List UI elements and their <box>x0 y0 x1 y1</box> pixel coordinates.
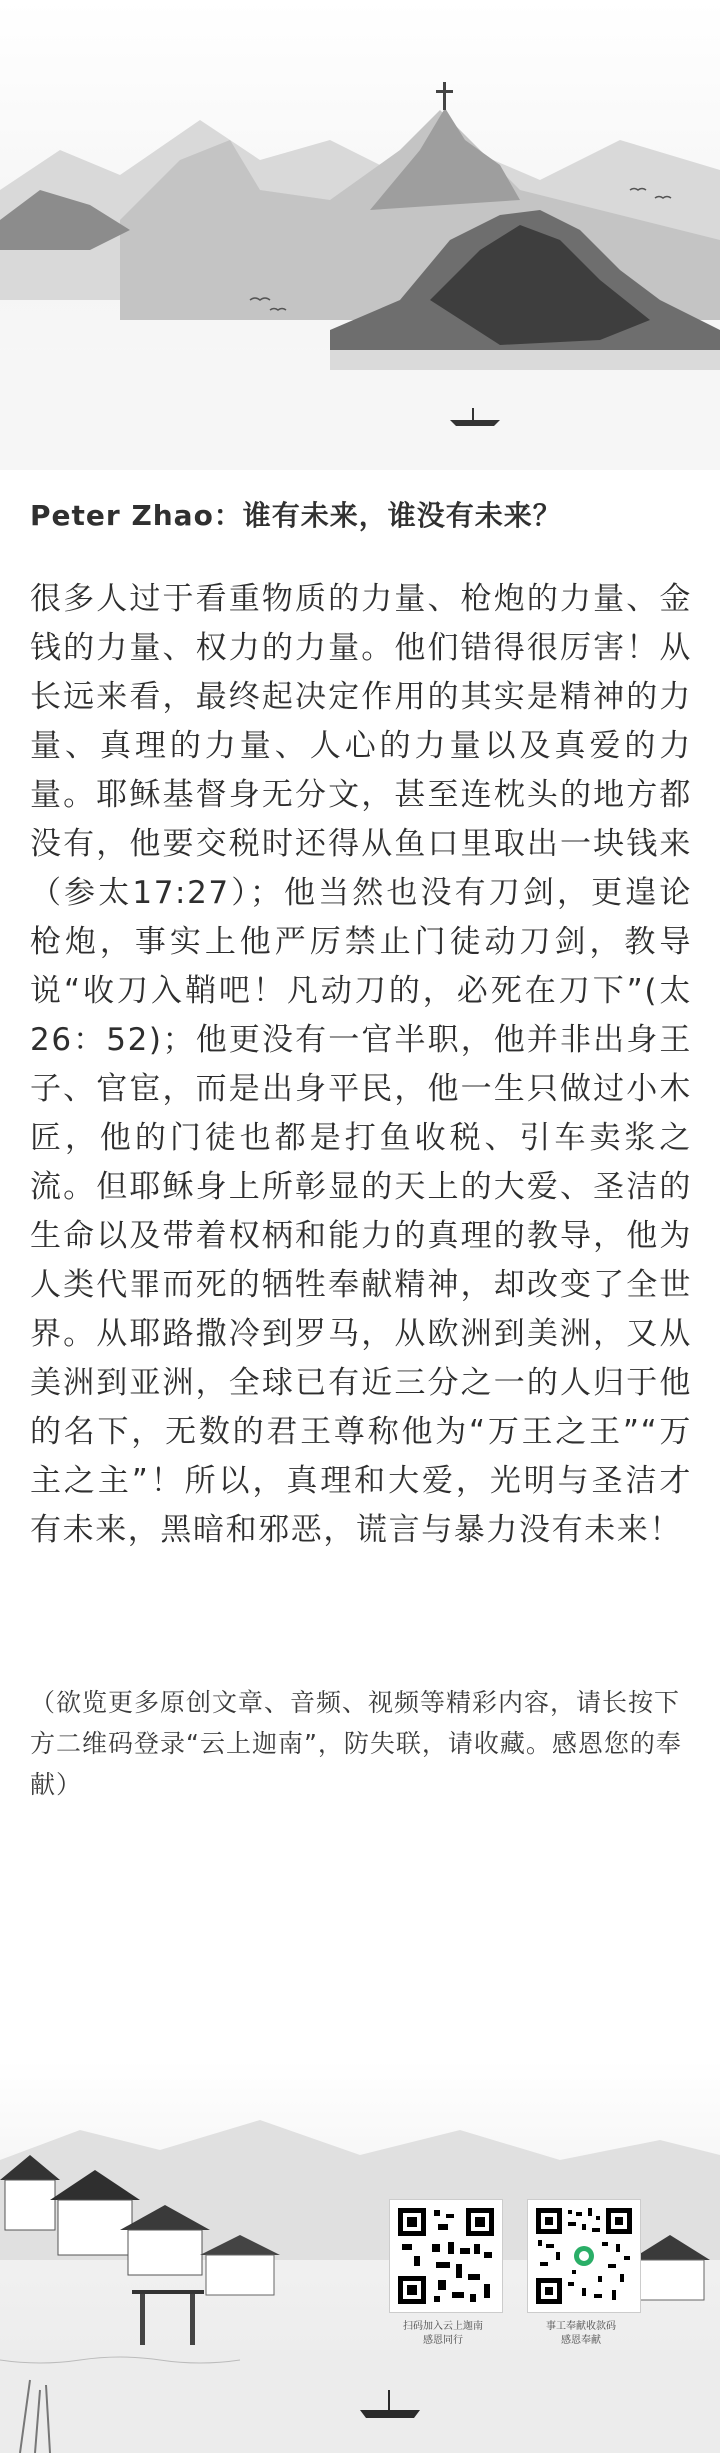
hero-landscape-image <box>0 0 720 470</box>
article-body: 很多人过于看重物质的力量、枪炮的力量、金钱的力量、权力的力量。他们错得很厉害！从长远来看，最终起决定作用的其实是精神的力量、真理的力量、人心的力量以及真爱的力量。耶稣基督身无分文，甚至连枕头的地方都没有，他要交税时还得从鱼口里取出一块钱来（参太17:27）；他当然也没有刀剑，更遑论枪炮，事实上他严厉禁止门徒动刀剑，教导说“收刀入鞘吧！凡动刀的，必死在刀下”(太26：52)；他更没有一官半职，他并非出身王子、官宦，而是出身平民，他一生只做过小木匠，他的门徒也都是打鱼收税、引车卖浆之流。但耶稣身上所彰显的天上的大爱、圣洁的生命以及带着权柄和能力的真理的教导，他为人类代罪而死的牺牲奉献精神，却改变了全世界。从耶路撒冷到罗马，从欧洲到美洲，又从美洲到亚洲，全球已有近三分之一的人归于他的名下，无数的君王尊称他为“万王之王”“万主之主”！所以，真理和大爱，光明与圣洁才有未来，黑暗和邪恶，谎言与暴力没有未来！ <box>30 581 692 1548</box>
footer-village-image <box>0 2060 720 2453</box>
qr-right-caption: 事工奉献收款码 感恩奉献 <box>546 2321 616 2346</box>
qr-code-donation[interactable] <box>528 2200 640 2312</box>
qr-code-icon <box>532 2204 636 2308</box>
qr-code-yunshang-jianan[interactable] <box>390 2200 502 2312</box>
qr-left-caption: 扫码加入云上迦南 感恩同行 <box>403 2321 483 2346</box>
article-title: Peter Zhao：谁有未来，谁没有未来？ <box>30 499 562 532</box>
ink-mountain-painting <box>0 0 720 470</box>
qr-code-icon <box>394 2204 498 2308</box>
subscription-note: （欲览更多原创文章、音频、视频等精彩内容，请长按下方二维码登录“云上迦南”，防失联，请收藏。感恩您的奉献） <box>30 1688 682 1799</box>
